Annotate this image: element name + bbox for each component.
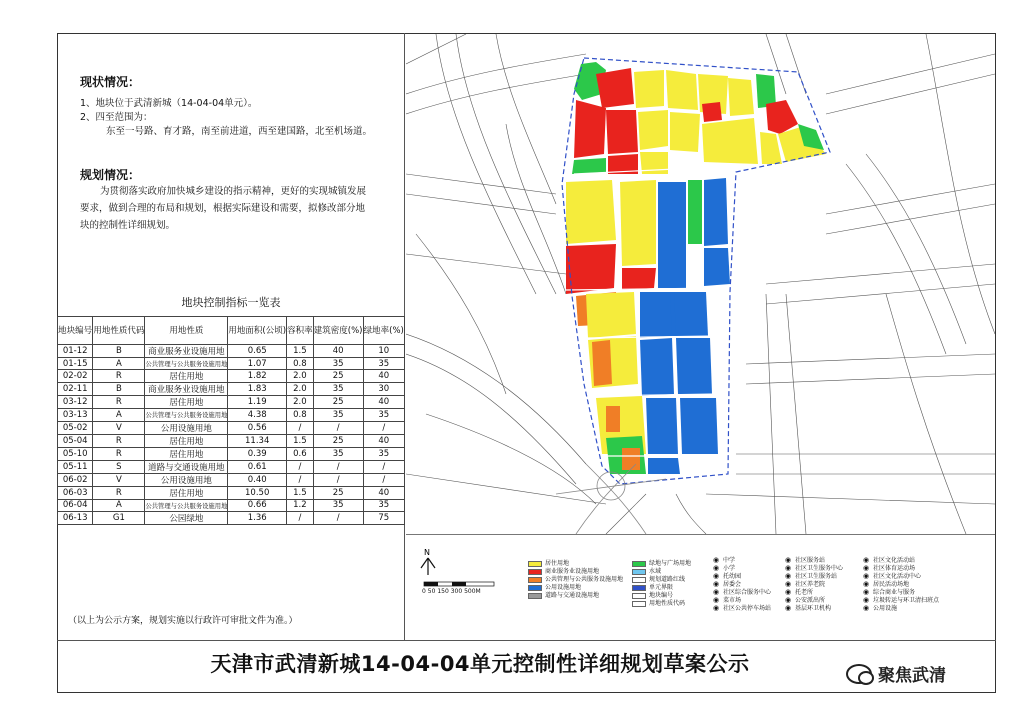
legend-item [528,560,569,568]
legend-swatch [632,593,646,599]
legend-label: 绿地与广场用地 [649,560,692,567]
table-cell: 4.38 [228,409,287,421]
table-cell: 0.40 [228,473,287,486]
control-index-table [57,316,405,525]
legend-symbol-icon: ◉ [784,556,792,564]
legend-swatch [632,577,646,583]
table-row [58,499,405,511]
table-cell: R [93,370,145,383]
table-cell: 01-15 [58,358,93,370]
wechat-logo-icon [846,664,872,684]
scale-ticks [422,588,481,595]
table-cell: 05-11 [58,460,93,473]
table-cell: 居住用地 [145,370,228,383]
table-cell: 25 [313,434,363,447]
legend-label: 中学 [723,557,736,564]
table-cell: 35 [313,383,363,396]
scale-bar [422,580,506,602]
table-row [58,421,405,434]
legend-swatch [632,569,646,575]
legend-symbol-icon: ◉ [784,604,792,612]
legend-label: 社区服务站 [795,557,826,564]
table-cell: A [93,499,145,511]
table-cell: 01-12 [58,345,93,358]
table-row [58,383,405,396]
table-cell: 0.8 [287,358,314,370]
table-cell: 2.0 [287,370,314,383]
table-row [58,460,405,473]
legend-symbol-icon: ◉ [712,580,720,588]
legend-swatch [632,585,646,591]
legend-label: 单元界限 [649,584,674,591]
title-divider [57,640,996,641]
table-cell: / [287,460,314,473]
legend-item [528,592,599,600]
table-cell: 0.61 [228,460,287,473]
brand-name: 聚焦武清 [878,666,946,686]
table-cell: 1.5 [287,434,314,447]
legend-item [528,568,599,576]
table-cell: 1.36 [228,511,287,524]
table-cell: 居住用地 [145,396,228,409]
table-cell: 0.66 [228,499,287,511]
table-cell: B [93,345,145,358]
table-cell: / [287,473,314,486]
header-land-use: 用地性质 [145,317,228,345]
legend-item [632,560,691,568]
disclaimer-note: （以上为公示方案，规划实施以行政许可审批文件为准。） [68,616,298,626]
legend-label: 小学 [723,565,736,572]
legend-label: 居住用地 [545,560,570,567]
table-cell: 公用设施用地 [145,473,228,486]
table-cell: 40 [363,370,404,383]
table-row [58,345,405,358]
legend-symbol-icon: ◉ [784,588,792,596]
map-canvas [406,34,995,534]
legend-symbol-icon: ◉ [862,556,870,564]
legend-symbol-icon: ◉ [862,588,870,596]
table-cell: 35 [313,447,363,460]
plan-paragraph: 为贯彻落实政府加快城乡建设的指示精神，更好的实现城镇发展要求，做到合理的布局和规划，根据实际建设和需要，拟修改部分地块的控制性详细规划。 [80,186,367,231]
legend-symbol-icon: ◉ [784,572,792,580]
table-row [58,370,405,383]
legend-label: 公用设施用地 [545,584,582,591]
table-cell: 11.34 [228,434,287,447]
legend-label: 菜市场 [723,597,742,604]
table-cell: 0.8 [287,409,314,421]
table-cell: 35 [363,499,404,511]
legend-label: 水域 [649,568,662,575]
legend-item [712,604,771,613]
table-cell: / [287,421,314,434]
status-line-3: 东至一号路、育才路，南至前进道，西至建国路，北至机场道。 [106,126,373,137]
legend-symbol-icon: ◉ [862,604,870,612]
legend-swatch [632,601,646,607]
north-label: N [424,548,430,557]
table-cell: / [363,473,404,486]
status-heading: 现状情况： [80,75,141,89]
table-header-row [58,317,405,345]
north-arrow-icon [418,548,438,576]
legend-label: 居委会 [723,581,742,588]
table-cell: 公园绿地 [145,511,228,524]
table-cell: 05-10 [58,447,93,460]
legend-symbol-icon: ◉ [712,588,720,596]
legend-symbol-icon: ◉ [712,604,720,612]
table-cell: 1.5 [287,486,314,499]
legend-symbol-icon: ◉ [862,572,870,580]
legend-symbol-icon: ◉ [712,596,720,604]
parcels [566,62,826,474]
scale-tick-0: 0 [422,588,426,595]
legend-label: 规划道路红线 [649,576,686,583]
table-cell: 2.0 [287,383,314,396]
legend-label: 垃圾转运与环卫清扫班点 [873,597,940,604]
table-cell: 公共管理与公共服务设施用地 [145,499,228,511]
legend-symbol-icon: ◉ [784,596,792,604]
table-cell: 道路与交通设施用地 [145,460,228,473]
legend-label: 社区养老院 [795,581,826,588]
table-cell: 1.82 [228,370,287,383]
table-cell: A [93,358,145,370]
table-cell: 商业服务业设施用地 [145,345,228,358]
table-cell: 0.56 [228,421,287,434]
page-title: 天津市武清新城14-04-04单元控制性详细规划草案公示 [210,652,750,676]
table-row [58,434,405,447]
header-far: 容积率 [287,317,314,345]
table-cell: 06-04 [58,499,93,511]
legend-swatch [528,561,542,567]
legend-swatch [528,577,542,583]
table-cell: / [363,460,404,473]
legend-symbol-icon: ◉ [784,564,792,572]
brand-mark [846,661,946,686]
table-cell: 35 [363,447,404,460]
land-use-map[interactable] [406,34,995,534]
legend-label: 托老所 [795,589,814,596]
legend-symbol-icon: ◉ [712,572,720,580]
legend-label: 道路与交通设施用地 [545,592,600,599]
table-cell: 03-12 [58,396,93,409]
table-cell: V [93,421,145,434]
table-cell: 公共管理与公共服务设施用地 [145,358,228,370]
table-cell: 03-13 [58,409,93,421]
table-cell: 40 [363,486,404,499]
table-cell: 05-02 [58,421,93,434]
table-cell: 居住用地 [145,434,228,447]
legend-item [632,568,661,576]
table-cell: 02-02 [58,370,93,383]
header-density: 建筑密度(%) [313,317,363,345]
table-cell: / [287,511,314,524]
legend-label: 公用设施 [873,605,898,612]
legend-item [862,604,897,613]
legend-item [528,576,623,584]
table-cell: 35 [363,358,404,370]
header-use-code: 用地性质代码 [93,317,145,345]
table-row [58,473,405,486]
legend-label: 社区卫生服务站 [795,573,838,580]
legend-label: 社区体育运动场 [873,565,916,572]
legend-label: 社区卫生服务中心 [795,565,844,572]
header-green-ratio: 绿地率(%) [363,317,404,345]
table-body [58,345,405,525]
table-title: 地块控制指标一览表 [181,296,281,309]
legend-item [632,576,685,584]
table-cell: / [313,421,363,434]
scale-tick-2: 150 [437,588,449,595]
table-cell: G1 [93,511,145,524]
table-cell: 1.5 [287,345,314,358]
table-cell: 75 [363,511,404,524]
table-cell: 30 [363,383,404,396]
table-cell: 06-13 [58,511,93,524]
legend-label: 社区文化活动中心 [873,573,922,580]
table-cell: 40 [313,345,363,358]
table-cell: 1.19 [228,396,287,409]
table-cell: 35 [313,358,363,370]
legend-item [784,604,831,613]
header-area: 用地面积(公顷) [228,317,287,345]
table-cell: 25 [313,396,363,409]
table-cell: 2.0 [287,396,314,409]
north-arrow [418,548,438,578]
table-row [58,447,405,460]
legend-label: 社区综合服务中心 [723,589,772,596]
table-row [58,358,405,370]
table-cell: 40 [363,396,404,409]
table-row [58,511,405,524]
header-plot-no: 地块编号 [58,317,93,345]
legend-symbol-icon: ◉ [784,580,792,588]
table-cell: 1.2 [287,499,314,511]
scale-tick-3: 300 [450,588,463,595]
table-cell: R [93,447,145,460]
legend-label: 用地性质代码 [649,600,686,607]
table-cell: 公共管理与公共服务设施用地 [145,409,228,421]
table-cell: S [93,460,145,473]
table-row [58,396,405,409]
legend-label: 地块编号 [649,592,674,599]
table-row [58,409,405,421]
table-cell: B [93,383,145,396]
table-cell: 06-02 [58,473,93,486]
table-cell: 02-11 [58,383,93,396]
legend-symbol-icon: ◉ [862,580,870,588]
legend-item [632,600,685,608]
table-cell: 居住用地 [145,447,228,460]
status-line-1: 1、地块位于武清新城（14-04-04单元）。 [80,98,258,109]
table-cell: V [93,473,145,486]
legend-label: 居民活动场地 [873,581,910,588]
table-row [58,486,405,499]
table-cell: 0.39 [228,447,287,460]
legend-symbol-icon: ◉ [712,564,720,572]
legend-symbol-icon: ◉ [862,596,870,604]
table-cell: 05-04 [58,434,93,447]
scale-tick-1: 50 [427,588,436,595]
table-cell: 35 [313,409,363,421]
table-cell: 06-03 [58,486,93,499]
legend-symbol-icon: ◉ [712,556,720,564]
table-cell: 40 [363,434,404,447]
table-cell: 35 [313,499,363,511]
legend-symbol-icon: ◉ [862,564,870,572]
plan-heading: 规划情况： [80,168,141,182]
table-cell: / [363,421,404,434]
table-cell: 0.65 [228,345,287,358]
legend-item [632,584,673,592]
table-cell: 25 [313,370,363,383]
legend-label: 综合商业与服务 [873,589,916,596]
table-cell: 公用设施用地 [145,421,228,434]
table-cell: / [313,473,363,486]
legend-swatch [528,585,542,591]
table-cell: 10.50 [228,486,287,499]
table-cell: R [93,396,145,409]
legend-label: 商业服务业设施用地 [545,568,600,575]
status-line-2: 2、四至范围为： [80,112,153,123]
table-cell: 35 [363,409,404,421]
legend-label: 社区公共停车场站 [723,605,772,612]
legend-label: 社区文化活动站 [873,557,916,564]
table-cell: / [313,511,363,524]
legend-label: 公安派出所 [795,597,826,604]
table-cell: A [93,409,145,421]
legend-label: 托幼园 [723,573,742,580]
table-cell: 0.6 [287,447,314,460]
table-cell: 10 [363,345,404,358]
legend-item [632,592,673,600]
table-cell: R [93,486,145,499]
table-cell: R [93,434,145,447]
legend-label: 基层环卫机构 [795,605,832,612]
legend-swatch [528,569,542,575]
scale-tick-4: 500M [464,588,481,595]
legend-item [528,584,581,592]
table-cell: 25 [313,486,363,499]
legend-swatch [632,561,646,567]
legend-swatch [528,593,542,599]
legend-label: 公共管理与公共服务设施用地 [545,576,624,583]
table-cell: 商业服务业设施用地 [145,383,228,396]
table-cell: 1.83 [228,383,287,396]
table-cell: / [313,460,363,473]
table-cell: 居住用地 [145,486,228,499]
table-cell: 1.07 [228,358,287,370]
